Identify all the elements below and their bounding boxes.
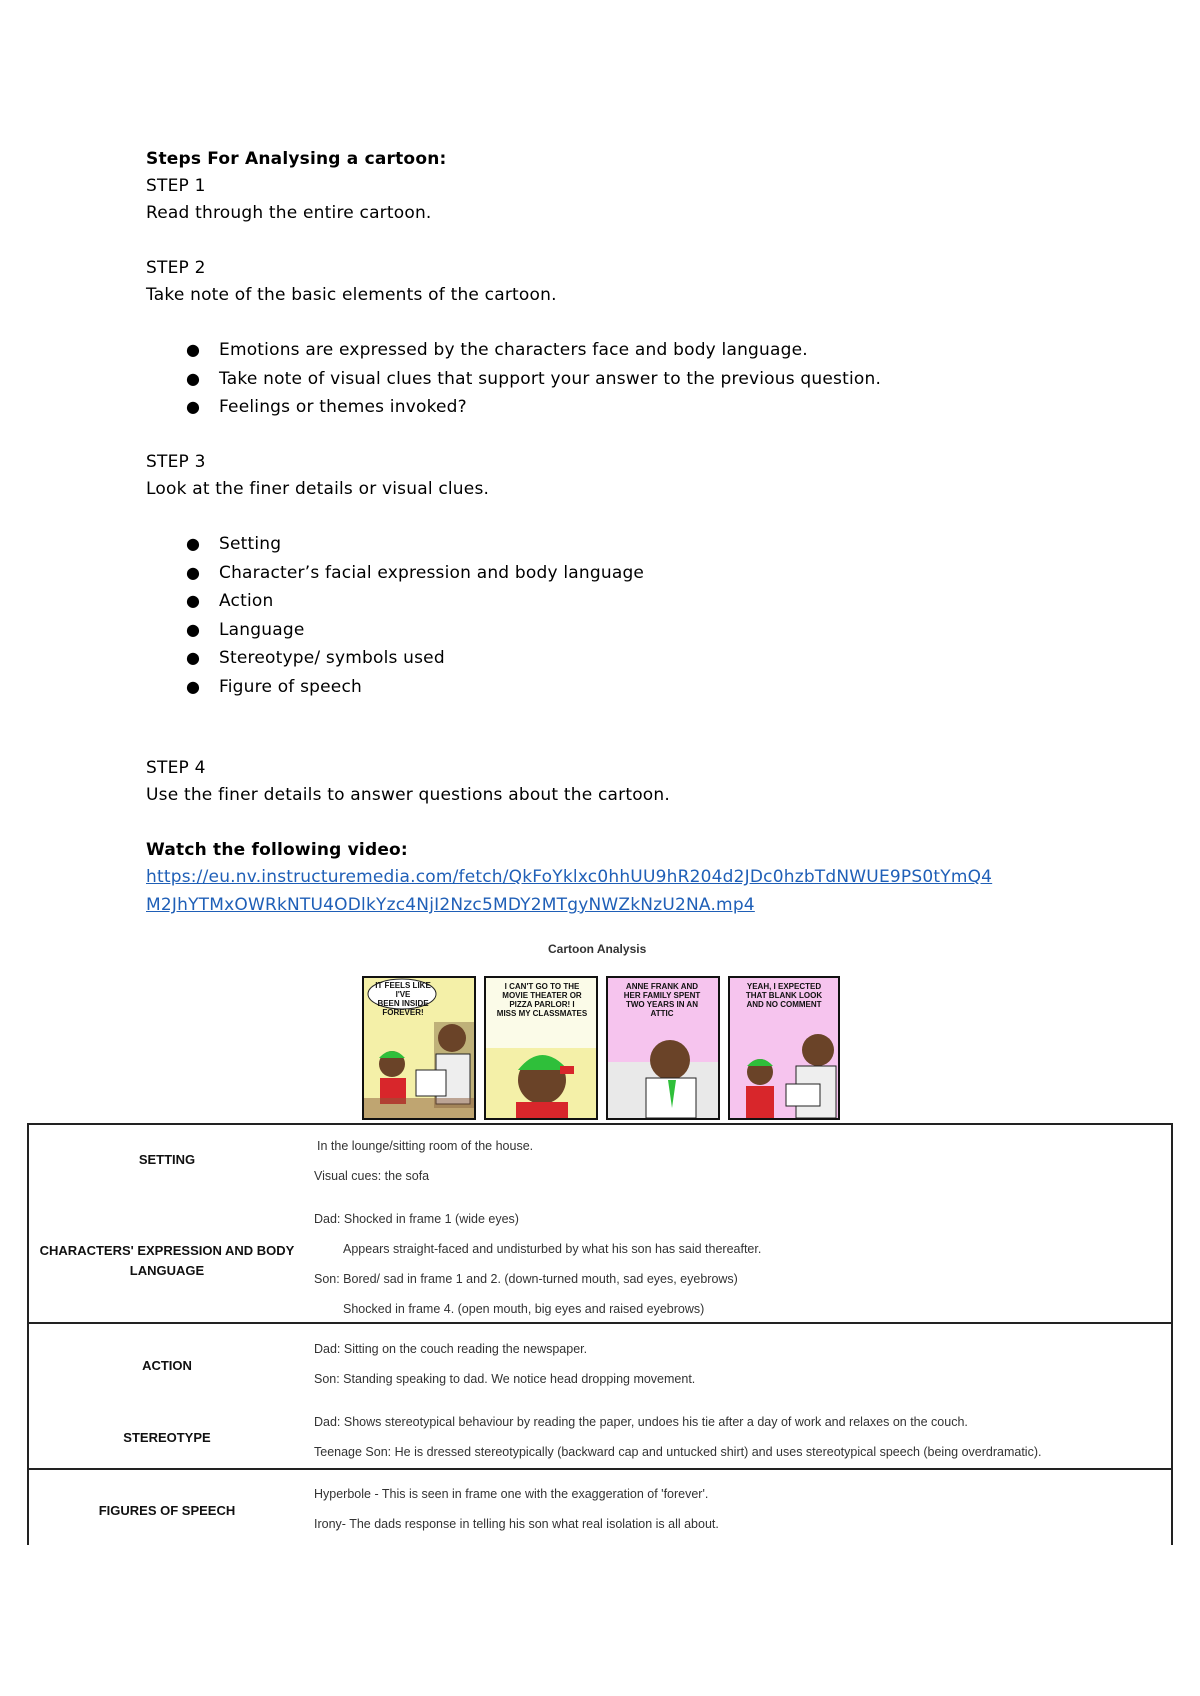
bullet-icon: ● <box>186 397 200 416</box>
stereotype-line-1: Dad: Shows stereotypical behaviour by reading the paper, undoes his tie after a day of work and relaxes on the couch. <box>314 1415 968 1429</box>
cartoon-title: Cartoon Analysis <box>548 942 647 956</box>
video-link-line-1[interactable]: https://eu.nv.instructuremedia.com/fetch/QkFoYklxc0hhUU9hR204d2JDc0hzbTdNWUE9PS0tYmQ4 <box>146 867 993 887</box>
bullet-icon: ● <box>186 369 200 388</box>
speech-bubble-4: YEAH, I EXPECTED THAT BLANK LOOK AND NO COMMENT <box>745 982 823 1009</box>
step-2-label: STEP 2 <box>146 258 206 278</box>
cartoon-panel-4 <box>728 976 840 1120</box>
step-3-label: STEP 3 <box>146 452 206 472</box>
expression-line-4: Shocked in frame 4. (open mouth, big eyes and raised eyebrows) <box>343 1302 705 1316</box>
bullet-icon: ● <box>186 648 200 667</box>
cartoon-panel-1 <box>362 976 476 1120</box>
setting-label: SETTING <box>138 1152 196 1167</box>
cartoon-panel-3 <box>606 976 720 1120</box>
bullet-icon: ● <box>186 340 200 359</box>
table-border-right <box>1171 1123 1173 1545</box>
bullet-icon: ● <box>186 620 200 639</box>
step-1-text: Read through the entire cartoon. <box>146 203 432 223</box>
step-1-label: STEP 1 <box>146 176 206 196</box>
document-page: Steps For Analysing a cartoon: STEP 1 Read through the entire cartoon. STEP 2 Take note of the basic elements of the cartoon. ● Emotions are expressed by the characters face and body language. ● Take note of visual clues that support your answer to the previous question. ● Feelings or themes invoked? STEP 3 Look at the finer details or visual clues. ● Setting ● Character’s facial expression and body language ● Action ● Language ● Stereotype/ symbols used ● Figure of speech STEP 4 Use the finer details to answer questions about the cartoon. Watch the following video: https://eu.nv.instructuremedia.com/fetch/QkFoYklxc0hhUU9hR204d2JDc0hzbTdNWUE9PS0tYmQ4 M2JhYTMxOWRkNTU4ODlkYzc4NjI2Nzc5MDY2MTgyNWZkNzU2NA.mp4 Cartoon Analysis IT FEELS LIKE I'VE BEEN INSIDE FOREVER! I CAN'T GO TO THE MOVIE THEATER OR PIZZA PARLOR! I MISS MY CLASSMATES ANNE FRANK AND HER FAMILY SPENT TWO YEARS IN AN ATTIC YEAH, I EXPECTED THAT BLANK LOOK AND NO COMMENT SETTING In the lounge/sitting room of the house. Visual cues: the sofa CHARACTERS' EXPRESSION AND BODY LANGUAGE Dad: Shocked in frame 1 (wide eyes) Appears straight-faced and undisturbed by what his son has said thereafter. Son: Bored/ sad in frame 1 and 2. (down-turned mouth, sad eyes, eyebrows) Shocked in frame 4. (open mouth, big eyes and raised eyebrows) ACTION Dad: Sitting on the couch reading the newspaper. Son: Standing speaking to dad. We notice head dropping movement. STEREOTYPE Dad: Shows stereotypical behaviour by reading the paper, undoes his tie after a day of work and relaxes on the couch. Teenage Son: He is dressed stereotypically (backward cap and untucked shirt) and uses stereotypical speech (being overdramatic). FIGURES OF SPEECH Hyperbole - This is seen in frame one with the exaggeration of 'forever'. Irony- The dads response in telling his son what real isolation is all about. <box>0 0 1200 1696</box>
video-link-line-2[interactable]: M2JhYTMxOWRkNTU4ODlkYzc4NjI2Nzc5MDY2MTgyNWZkNzU2NA.mp4 <box>146 895 755 915</box>
video-heading: Watch the following video: <box>146 840 408 860</box>
cartoon-panel-2 <box>484 976 598 1120</box>
bullet-icon: ● <box>186 534 200 553</box>
step-2-text: Take note of the basic elements of the cartoon. <box>146 285 557 305</box>
document-heading: Steps For Analysing a cartoon: <box>146 149 447 169</box>
setting-line-1: In the lounge/sitting room of the house. <box>317 1139 534 1153</box>
step-4-label: STEP 4 <box>146 758 206 778</box>
analysis-table <box>27 1123 1173 1545</box>
table-divider <box>27 1468 1173 1470</box>
figures-label: FIGURES OF SPEECH <box>98 1503 236 1518</box>
stereotype-line-2: Teenage Son: He is dressed stereotypically (backward cap and untucked shirt) and uses stereotypical speech (being overdramatic). <box>314 1445 1042 1459</box>
table-border-left <box>27 1123 29 1545</box>
table-border-top <box>27 1123 1173 1125</box>
bullet-icon: ● <box>186 677 200 696</box>
stereotype-label: STEREOTYPE <box>123 1430 211 1445</box>
bullet-icon: ● <box>186 591 200 610</box>
figures-line-1: Hyperbole - This is seen in frame one with the exaggeration of 'forever'. <box>314 1487 709 1501</box>
setting-line-2: Visual cues: the sofa <box>314 1169 430 1183</box>
action-label: ACTION <box>142 1358 192 1373</box>
table-divider <box>27 1322 1173 1324</box>
action-line-1: Dad: Sitting on the couch reading the newspaper. <box>314 1342 588 1356</box>
action-line-2: Son: Standing speaking to dad. We notice head dropping movement. <box>314 1372 696 1386</box>
speech-bubble-1: IT FEELS LIKE I'VE BEEN INSIDE FOREVER! <box>375 981 431 1017</box>
bullet-icon: ● <box>186 563 200 582</box>
speech-bubble-3: ANNE FRANK AND HER FAMILY SPENT TWO YEARS IN AN ATTIC <box>623 982 701 1018</box>
expression-line-3: Son: Bored/ sad in frame 1 and 2. (down-turned mouth, sad eyes, eyebrows) <box>314 1272 738 1286</box>
expression-label: CHARACTERS' EXPRESSION AND BODY LANGUAGE <box>39 1243 295 1278</box>
figures-line-2: Irony- The dads response in telling his son what real isolation is all about. <box>314 1517 719 1531</box>
step-4-text: Use the finer details to answer questions about the cartoon. <box>146 785 670 805</box>
expression-line-1: Dad: Shocked in frame 1 (wide eyes) <box>314 1212 519 1226</box>
speech-bubble-2: I CAN'T GO TO THE MOVIE THEATER OR PIZZA PARLOR! I MISS MY CLASSMATES <box>496 982 588 1018</box>
step-3-text: Look at the finer details or visual clues. <box>146 479 490 499</box>
expression-line-2: Appears straight-faced and undisturbed by what his son has said thereafter. <box>343 1242 762 1256</box>
